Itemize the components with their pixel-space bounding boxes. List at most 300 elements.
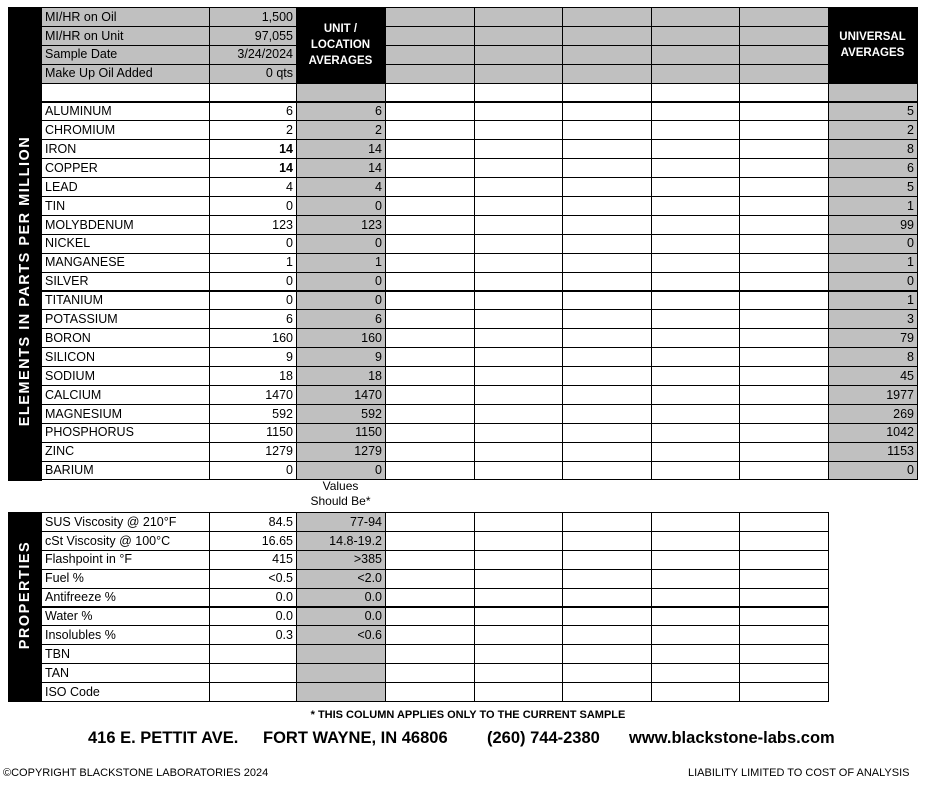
property-value: 16.65	[209, 531, 297, 551]
element-history-cell	[474, 215, 563, 235]
element-universal-average: 8	[828, 139, 918, 159]
element-history-cell	[474, 253, 563, 273]
element-history-cell	[474, 442, 563, 462]
element-value: 0	[209, 461, 297, 481]
element-history-cell	[651, 215, 740, 235]
element-history-cell	[739, 347, 829, 367]
header-blank-cell	[474, 26, 563, 46]
property-history-cell	[739, 569, 829, 589]
element-history-cell	[562, 291, 652, 311]
element-unit-average: 160	[296, 328, 386, 348]
element-name: COPPER	[41, 158, 210, 178]
element-history-cell	[385, 139, 475, 159]
property-history-cell	[651, 569, 740, 589]
header-blank-cell	[474, 64, 563, 84]
element-history-cell	[385, 102, 475, 122]
element-history-cell	[739, 385, 829, 405]
element-name: MOLYBDENUM	[41, 215, 210, 235]
element-universal-average: 3	[828, 309, 918, 329]
property-name: TBN	[41, 644, 210, 664]
property-history-cell	[739, 682, 829, 702]
element-history-cell	[385, 196, 475, 216]
header-blank-cell	[474, 45, 563, 65]
blank-row-cell	[296, 83, 386, 103]
header-row-label: Sample Date	[41, 45, 210, 65]
property-should-be: 14.8-19.2	[296, 531, 386, 551]
element-unit-average: 0	[296, 234, 386, 254]
element-name: SILVER	[41, 272, 210, 292]
property-name: ISO Code	[41, 682, 210, 702]
property-history-cell	[385, 663, 475, 683]
element-unit-average: 6	[296, 102, 386, 122]
element-name: BORON	[41, 328, 210, 348]
element-unit-average: 2	[296, 120, 386, 140]
element-history-cell	[651, 442, 740, 462]
element-history-cell	[474, 366, 563, 386]
element-universal-average: 5	[828, 102, 918, 122]
element-name: CHROMIUM	[41, 120, 210, 140]
header-row-label: MI/HR on Oil	[41, 7, 210, 27]
elements-side-label: ELEMENTS IN PARTS PER MILLION	[16, 135, 33, 426]
header-blank-cell	[739, 45, 829, 65]
element-history-cell	[474, 139, 563, 159]
property-history-cell	[739, 607, 829, 627]
element-history-cell	[474, 102, 563, 122]
element-universal-average: 2	[828, 120, 918, 140]
element-value: 123	[209, 215, 297, 235]
element-name: ALUMINUM	[41, 102, 210, 122]
property-history-cell	[651, 531, 740, 551]
property-history-cell	[385, 512, 475, 532]
element-universal-average: 1	[828, 291, 918, 311]
property-name: Fuel %	[41, 569, 210, 589]
property-history-cell	[562, 569, 652, 589]
element-history-cell	[562, 328, 652, 348]
element-history-cell	[739, 442, 829, 462]
element-name: POTASSIUM	[41, 309, 210, 329]
element-history-cell	[385, 234, 475, 254]
element-history-cell	[474, 158, 563, 178]
element-history-cell	[385, 253, 475, 273]
element-history-cell	[474, 347, 563, 367]
element-unit-average: 1150	[296, 423, 386, 443]
element-history-cell	[562, 177, 652, 197]
property-history-cell	[562, 512, 652, 532]
element-name: BARIUM	[41, 461, 210, 481]
element-value: 0	[209, 196, 297, 216]
element-universal-average: 5	[828, 177, 918, 197]
property-history-cell	[474, 550, 563, 570]
element-history-cell	[651, 423, 740, 443]
property-name: SUS Viscosity @ 210°F	[41, 512, 210, 532]
element-unit-average: 0	[296, 272, 386, 292]
element-history-cell	[385, 291, 475, 311]
element-history-cell	[474, 234, 563, 254]
element-history-cell	[385, 177, 475, 197]
property-history-cell	[562, 663, 652, 683]
element-history-cell	[474, 177, 563, 197]
element-history-cell	[385, 347, 475, 367]
element-unit-average: 1470	[296, 385, 386, 405]
element-history-cell	[474, 291, 563, 311]
property-history-cell	[562, 550, 652, 570]
header-blank-cell	[562, 26, 652, 46]
element-universal-average: 1042	[828, 423, 918, 443]
header-blank-cell	[385, 26, 475, 46]
element-history-cell	[562, 461, 652, 481]
element-history-cell	[651, 404, 740, 424]
element-name: NICKEL	[41, 234, 210, 254]
property-history-cell	[474, 607, 563, 627]
element-value: 0	[209, 291, 297, 311]
element-value: 1279	[209, 442, 297, 462]
element-unit-average: 14	[296, 158, 386, 178]
property-should-be: <0.6	[296, 625, 386, 645]
element-history-cell	[474, 385, 563, 405]
header-blank-cell	[562, 7, 652, 27]
property-history-cell	[385, 682, 475, 702]
element-value: 1470	[209, 385, 297, 405]
property-history-cell	[651, 682, 740, 702]
address-city: FORT WAYNE, IN 46806	[263, 729, 448, 747]
property-history-cell	[739, 531, 829, 551]
header-row-label: Make Up Oil Added	[41, 64, 210, 84]
element-history-cell	[651, 291, 740, 311]
property-history-cell	[562, 588, 652, 608]
element-name: SILICON	[41, 347, 210, 367]
element-history-cell	[651, 139, 740, 159]
header-blank-cell	[739, 26, 829, 46]
element-history-cell	[739, 291, 829, 311]
element-history-cell	[739, 423, 829, 443]
blank-row-cell	[739, 83, 829, 103]
element-history-cell	[739, 272, 829, 292]
element-history-cell	[739, 366, 829, 386]
element-unit-average: 123	[296, 215, 386, 235]
element-history-cell	[474, 272, 563, 292]
element-universal-average: 1	[828, 253, 918, 273]
element-history-cell	[474, 309, 563, 329]
element-history-cell	[562, 423, 652, 443]
element-universal-average: 79	[828, 328, 918, 348]
property-history-cell	[739, 625, 829, 645]
blank-row-cell	[651, 83, 740, 103]
property-name: Water %	[41, 607, 210, 627]
element-value: 6	[209, 309, 297, 329]
property-history-cell	[385, 531, 475, 551]
element-history-cell	[562, 347, 652, 367]
element-universal-average: 1977	[828, 385, 918, 405]
header-blank-cell	[562, 45, 652, 65]
property-should-be	[296, 644, 386, 664]
element-name: PHOSPHORUS	[41, 423, 210, 443]
property-history-cell	[651, 550, 740, 570]
element-universal-average: 0	[828, 461, 918, 481]
property-history-cell	[562, 644, 652, 664]
element-history-cell	[739, 120, 829, 140]
property-history-cell	[651, 625, 740, 645]
element-history-cell	[562, 196, 652, 216]
element-value: 14	[209, 139, 297, 159]
element-value: 0	[209, 272, 297, 292]
property-history-cell	[739, 644, 829, 664]
blank-row-cell	[41, 83, 210, 103]
element-history-cell	[739, 253, 829, 273]
blank-row-cell	[828, 83, 918, 103]
element-history-cell	[385, 158, 475, 178]
property-history-cell	[739, 588, 829, 608]
property-value	[209, 644, 297, 664]
element-history-cell	[385, 366, 475, 386]
property-history-cell	[651, 607, 740, 627]
element-universal-average: 0	[828, 272, 918, 292]
header-blank-cell	[651, 26, 740, 46]
element-value: 592	[209, 404, 297, 424]
element-name: TIN	[41, 196, 210, 216]
element-history-cell	[562, 442, 652, 462]
element-unit-average: 4	[296, 177, 386, 197]
property-history-cell	[739, 663, 829, 683]
property-should-be	[296, 682, 386, 702]
element-history-cell	[562, 102, 652, 122]
property-history-cell	[739, 550, 829, 570]
sample-column-note: * THIS COLUMN APPLIES ONLY TO THE CURRENT SAMPLE	[310, 709, 626, 721]
property-history-cell	[651, 663, 740, 683]
element-value: 0	[209, 234, 297, 254]
element-history-cell	[385, 442, 475, 462]
element-unit-average: 14	[296, 139, 386, 159]
element-history-cell	[562, 309, 652, 329]
element-value: 160	[209, 328, 297, 348]
header-blank-cell	[385, 64, 475, 84]
property-should-be: 77-94	[296, 512, 386, 532]
element-universal-average: 0	[828, 234, 918, 254]
element-history-cell	[562, 404, 652, 424]
element-history-cell	[562, 234, 652, 254]
element-unit-average: 9	[296, 347, 386, 367]
address-web: www.blackstone-labs.com	[629, 729, 835, 747]
element-history-cell	[739, 177, 829, 197]
element-value: 4	[209, 177, 297, 197]
element-history-cell	[562, 272, 652, 292]
property-value	[209, 682, 297, 702]
element-unit-average: 1279	[296, 442, 386, 462]
element-history-cell	[474, 120, 563, 140]
property-history-cell	[474, 644, 563, 664]
property-value: 84.5	[209, 512, 297, 532]
element-history-cell	[739, 102, 829, 122]
element-history-cell	[739, 234, 829, 254]
property-history-cell	[385, 569, 475, 589]
element-unit-average: 592	[296, 404, 386, 424]
property-value: 0.0	[209, 588, 297, 608]
property-history-cell	[385, 607, 475, 627]
property-value: 0.3	[209, 625, 297, 645]
element-history-cell	[651, 196, 740, 216]
blank-row-cell	[209, 83, 297, 103]
property-history-cell	[562, 682, 652, 702]
element-history-cell	[474, 404, 563, 424]
element-value: 6	[209, 102, 297, 122]
element-unit-average: 0	[296, 461, 386, 481]
element-history-cell	[651, 461, 740, 481]
header-row-value: 3/24/2024	[209, 45, 297, 65]
element-history-cell	[739, 309, 829, 329]
liability-text: LIABILITY LIMITED TO COST OF ANALYSIS	[688, 767, 910, 779]
universal-averages-header-text: UNIVERSAL AVERAGES	[839, 30, 906, 59]
element-unit-average: 6	[296, 309, 386, 329]
property-history-cell	[739, 512, 829, 532]
header-row-label: MI/HR on Unit	[41, 26, 210, 46]
property-name: Insolubles %	[41, 625, 210, 645]
element-history-cell	[385, 272, 475, 292]
element-history-cell	[739, 404, 829, 424]
element-history-cell	[739, 158, 829, 178]
blank-row-cell	[385, 83, 475, 103]
element-history-cell	[385, 404, 475, 424]
property-history-cell	[474, 625, 563, 645]
element-history-cell	[474, 328, 563, 348]
element-history-cell	[651, 347, 740, 367]
element-history-cell	[385, 328, 475, 348]
element-name: LEAD	[41, 177, 210, 197]
element-history-cell	[385, 461, 475, 481]
element-history-cell	[739, 215, 829, 235]
property-history-cell	[562, 607, 652, 627]
property-should-be: <2.0	[296, 569, 386, 589]
element-history-cell	[651, 385, 740, 405]
header-blank-cell	[474, 7, 563, 27]
element-value: 14	[209, 158, 297, 178]
header-row-value: 1,500	[209, 7, 297, 27]
element-name: IRON	[41, 139, 210, 159]
element-history-cell	[651, 234, 740, 254]
element-history-cell	[562, 253, 652, 273]
element-universal-average: 45	[828, 366, 918, 386]
header-blank-cell	[651, 45, 740, 65]
header-blank-cell	[385, 7, 475, 27]
element-name: MAGNESIUM	[41, 404, 210, 424]
element-history-cell	[385, 309, 475, 329]
element-history-cell	[562, 215, 652, 235]
element-history-cell	[562, 366, 652, 386]
element-history-cell	[651, 158, 740, 178]
element-history-cell	[651, 272, 740, 292]
blank-row-cell	[474, 83, 563, 103]
property-history-cell	[385, 588, 475, 608]
address-street: 416 E. PETTIT AVE.	[88, 729, 239, 747]
element-history-cell	[385, 423, 475, 443]
address-phone: (260) 744-2380	[487, 729, 600, 747]
copyright-text: ©COPYRIGHT BLACKSTONE LABORATORIES 2024	[3, 767, 269, 779]
element-unit-average: 0	[296, 291, 386, 311]
element-universal-average: 6	[828, 158, 918, 178]
property-name: Flashpoint in °F	[41, 550, 210, 570]
header-blank-cell	[651, 64, 740, 84]
header-row-value: 97,055	[209, 26, 297, 46]
header-blank-cell	[739, 64, 829, 84]
element-history-cell	[739, 139, 829, 159]
header-row-value: 0 qts	[209, 64, 297, 84]
element-name: ZINC	[41, 442, 210, 462]
element-universal-average: 8	[828, 347, 918, 367]
element-history-cell	[651, 328, 740, 348]
element-value: 9	[209, 347, 297, 367]
header-blank-cell	[385, 45, 475, 65]
element-history-cell	[474, 196, 563, 216]
property-history-cell	[474, 682, 563, 702]
property-history-cell	[474, 569, 563, 589]
element-history-cell	[474, 461, 563, 481]
element-history-cell	[385, 385, 475, 405]
property-history-cell	[562, 531, 652, 551]
element-universal-average: 1153	[828, 442, 918, 462]
element-history-cell	[739, 196, 829, 216]
element-history-cell	[651, 366, 740, 386]
property-history-cell	[651, 644, 740, 664]
element-history-cell	[651, 177, 740, 197]
property-history-cell	[385, 550, 475, 570]
element-name: CALCIUM	[41, 385, 210, 405]
property-value	[209, 663, 297, 683]
property-history-cell	[474, 531, 563, 551]
element-universal-average: 99	[828, 215, 918, 235]
element-value: 1150	[209, 423, 297, 443]
property-value: 0.0	[209, 607, 297, 627]
element-history-cell	[651, 120, 740, 140]
property-history-cell	[474, 588, 563, 608]
element-value: 18	[209, 366, 297, 386]
element-history-cell	[385, 215, 475, 235]
property-value: <0.5	[209, 569, 297, 589]
blank-row-cell	[562, 83, 652, 103]
element-universal-average: 1	[828, 196, 918, 216]
element-history-cell	[739, 328, 829, 348]
property-name: cSt Viscosity @ 100°C	[41, 531, 210, 551]
property-history-cell	[385, 644, 475, 664]
properties-side-label: PROPERTIES	[16, 540, 33, 649]
property-history-cell	[562, 625, 652, 645]
property-history-cell	[651, 512, 740, 532]
element-name: MANGANESE	[41, 253, 210, 273]
property-name: Antifreeze %	[41, 588, 210, 608]
element-unit-average: 0	[296, 196, 386, 216]
element-name: TITANIUM	[41, 291, 210, 311]
header-blank-cell	[739, 7, 829, 27]
element-history-cell	[739, 461, 829, 481]
element-history-cell	[562, 139, 652, 159]
element-unit-average: 1	[296, 253, 386, 273]
property-should-be	[296, 663, 386, 683]
element-history-cell	[651, 102, 740, 122]
element-value: 2	[209, 120, 297, 140]
element-unit-average: 18	[296, 366, 386, 386]
property-value: 415	[209, 550, 297, 570]
element-history-cell	[651, 253, 740, 273]
property-history-cell	[385, 625, 475, 645]
element-history-cell	[474, 423, 563, 443]
header-blank-cell	[562, 64, 652, 84]
property-should-be: 0.0	[296, 588, 386, 608]
property-should-be: >385	[296, 550, 386, 570]
property-should-be: 0.0	[296, 607, 386, 627]
unit-location-header-text: UNIT / LOCATION AVERAGES	[308, 22, 373, 67]
header-blank-cell	[651, 7, 740, 27]
property-name: TAN	[41, 663, 210, 683]
element-history-cell	[562, 120, 652, 140]
property-history-cell	[651, 588, 740, 608]
element-history-cell	[385, 120, 475, 140]
